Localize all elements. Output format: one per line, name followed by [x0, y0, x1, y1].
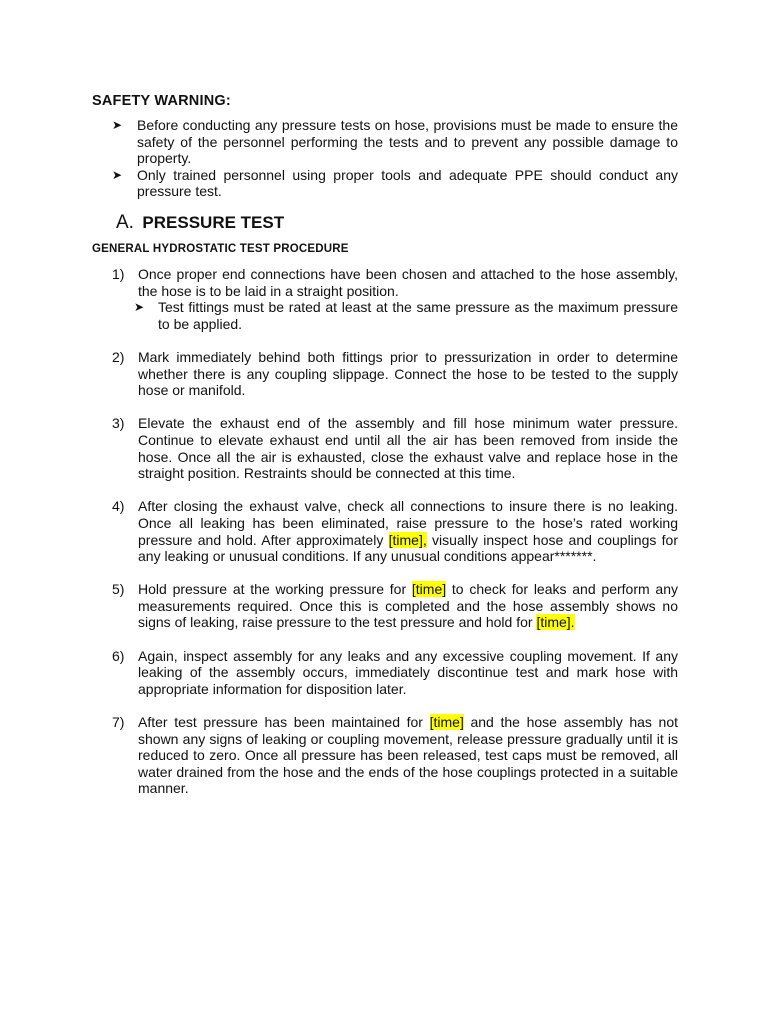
step-number: 6): [112, 647, 125, 664]
step-text: visually inspect hose and couplings for any leaking or unusual conditions. If any unusual conditions appear*******.: [138, 531, 679, 565]
procedure-subheading: GENERAL HYDROSTATIC TEST PROCEDURE: [92, 243, 349, 255]
bullet-text: Only trained personnel using proper tools and adequate PPE should conduct any pressure test.: [137, 166, 678, 200]
step-number: 7): [112, 714, 125, 731]
procedure-step: [112, 714, 678, 797]
safety-warning-heading: SAFETY WARNING:: [92, 93, 231, 109]
procedure-step: [112, 415, 678, 481]
procedure-step: [112, 648, 678, 698]
step-text: Again, inspect assembly for any leaks and any excessive coupling movement. If any leaking of the assembly occurs, immediately discontinue test and mark hose with appropriate information for disposition later.: [138, 647, 678, 697]
time-placeholder: [time]: [411, 581, 447, 598]
step-text: to check for leaks and perform any measurements required. Once this is completed and the hose assembly shows no signs of leaking, raise pressure to the test pressure and hold for: [138, 581, 678, 631]
section-title: [116, 212, 284, 234]
step-text: Elevate the exhaust end of the assembly and fill hose minimum water pressure. Continue to elevate exhaust end until all the air has been removed from inside the hose. Once all the air is exhausted, close the exhaust valve and replace hose in the straight position. Restraints should be connected at this time.: [138, 415, 678, 482]
procedure-step: [112, 581, 678, 631]
bullet-text: Before conducting any pressure tests on hose, provisions must be made to ensure the safety of the personnel performing the tests and to prevent any possible damage to property.: [137, 117, 678, 167]
step-sub-bullet: [134, 299, 678, 332]
step-number: 5): [112, 581, 125, 598]
time-placeholder: [time]: [429, 714, 464, 731]
step-text: After closing the exhaust valve, check all connections to insure there is no leaking. Once all leaking has been eliminated, raise pressure to the hose’s rated working pressure and hold. After approximately: [138, 498, 678, 548]
arrowhead-bullet-icon: ➤: [112, 118, 123, 132]
time-placeholder: [time].: [536, 614, 575, 631]
section-heading: PRESSURE TEST: [142, 213, 285, 232]
safety-bullet: [112, 117, 678, 167]
sub-bullet-text: Test fittings must be rated at least at the same pressure as the maximum pressure to be applied.: [158, 299, 678, 332]
procedure-step: [112, 266, 678, 299]
safety-bullet-list: [112, 117, 678, 200]
procedure-steps: [112, 266, 678, 797]
arrowhead-bullet-icon: ➤: [112, 167, 123, 182]
section-letter: A.: [116, 212, 134, 233]
step-text: After test pressure has been maintained for: [138, 714, 430, 731]
step-number: 1): [112, 266, 125, 282]
time-placeholder: [time],: [388, 531, 427, 548]
safety-bullet: [112, 167, 678, 200]
step-text: Hold pressure at the working pressure for: [138, 581, 412, 598]
arrowhead-bullet-icon: ➤: [134, 300, 145, 315]
step-number: 4): [112, 498, 125, 515]
procedure-step: [112, 349, 678, 399]
step-text: Once proper end connections have been chosen and attached to the hose assembly, the hose is to be laid in a straight position.: [138, 266, 678, 299]
step-text: Mark immediately behind both fittings prior to pressurization in order to determine whether there is any coupling slippage. Connect the hose to be tested to the supply hose or manifold.: [138, 348, 678, 399]
step-text: and the hose assembly has not shown any signs of leaking or coupling movement, release pressure gradually until it is reduced to zero. Once all pressure has been released, test caps must be removed, all water drained from the hose and the ends of the hose couplings protected in a suitable manner.: [138, 714, 679, 797]
procedure-step: [112, 498, 678, 564]
step-number: 3): [112, 415, 125, 432]
step-number: 2): [112, 348, 125, 365]
